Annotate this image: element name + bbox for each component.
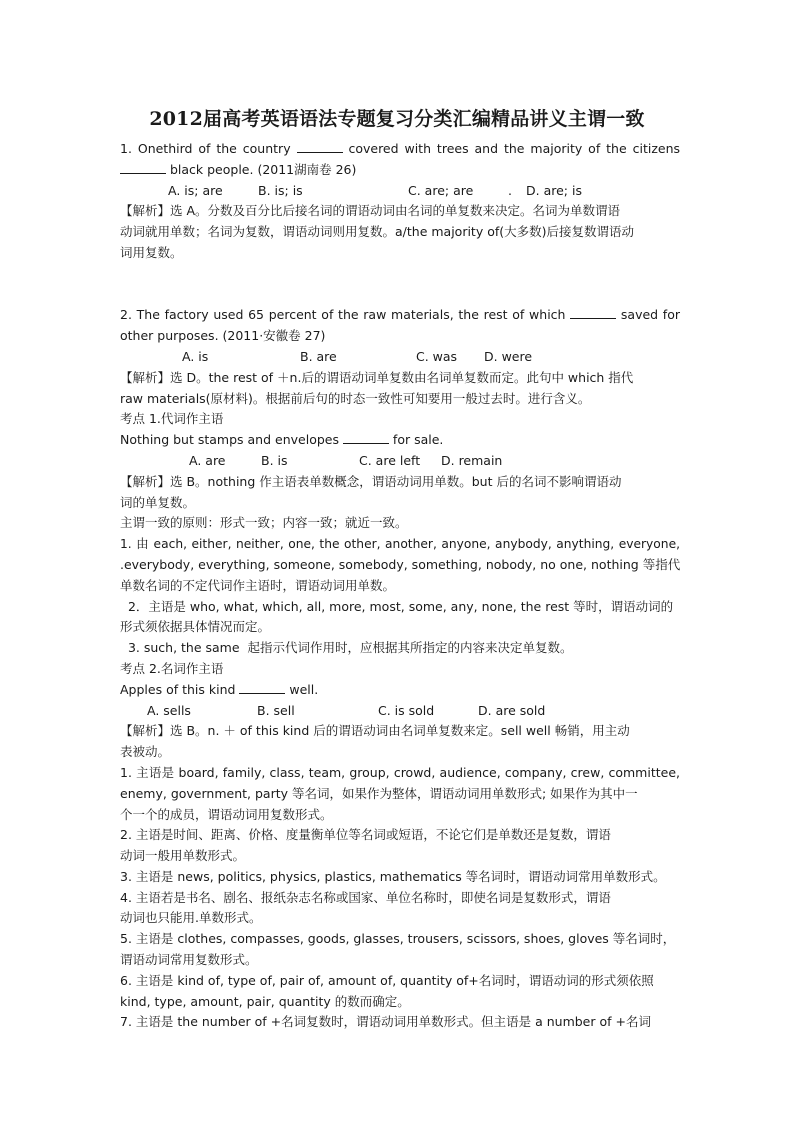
q2-text-a: 2. The factory used 65 percent of the raw materials, the rest of which [120,307,571,323]
kp1-option-a: A. are [189,452,226,468]
kp2-rule-12: kind, type, amount, pair, quantity 的数而确定。 [120,993,410,1009]
q1-text-b: covered with trees and the majority of the citizens [342,141,681,156]
kp2-blank [239,681,285,694]
kp1-question-a: Nothing but stamps and envelopes [120,432,343,448]
kp1-question-b: for sale. [388,432,444,448]
q1-text-c: black people. (2011湖南卷 26) [166,161,357,177]
kp2-rule-3: 个一个的成员，谓语动词用复数形式。 [120,806,333,822]
q1-option-b: B. is; is [258,182,303,198]
kp2-rule-1: 1. 主语是 board, family, class, team, group, crowd, audience, company, crew, committee, [120,764,680,780]
q2-analysis-2: raw materials(原材料)。根据前后句的时态一致性可知要用一般过去时。进行含义。 [120,390,591,406]
kp2-rule-5: 动词一般用单数形式。 [120,848,246,864]
kp2-rule-10: 谓语动词常用复数形式。 [120,952,258,968]
q2-text-b: saved for [616,307,680,323]
q1-analysis-3: 词用复数。 [120,244,183,260]
kp1-options [120,451,680,472]
kp2-rule-4: 2. 主语是时间、距离、价格、度量衡单位等名词或短语，不论它们是单数还是复数，谓语 [120,827,611,843]
q2-blank [570,306,616,319]
kp2-heading: 考点 2.名词作主语 [120,660,224,676]
kp2-rule-8: 动词也只能用.单数形式。 [120,910,262,926]
q1-options [120,181,680,202]
kp1-principle: 主谓一致的原则：形式一致；内容一致；就近一致。 [120,515,408,531]
q2-line2: other purposes. (2011·安徽卷 27) [120,328,326,344]
q1-line2 [120,160,680,181]
q1-line1 [120,139,680,160]
kp1-analysis-2: 词的单复数。 [120,494,196,510]
kp2-option-a: A. sells [147,702,191,718]
kp2-question-a: Apples of this kind [120,681,240,697]
kp2-option-d: D. are sold [478,702,546,718]
kp1-heading: 考点 1.代词作主语 [120,411,224,427]
q1-analysis-2: 动词就用单数；名词为复数，谓语动词则用复数。a/the majority of(大多数)后接复数谓语动 [120,224,635,240]
kp2-options [120,701,680,722]
q2-line1 [120,305,680,326]
document-title: 2012届高考英语语法专题复习分类汇编精品讲义主谓一致 [149,108,645,130]
kp2-option-c: C. is sold [378,702,435,718]
kp2-rule-11: 6. 主语是 kind of, type of, pair of, amount of, quantity of+名词时，谓语动词的形式须依照 [120,972,654,988]
q2-option-a: A. is [182,348,209,364]
document-body [120,139,680,1033]
kp1-rule-1: 1. 由 each, either, neither, one, the other, another, anyone, anybody, anything, everyone, [120,537,680,552]
q1-blank-1 [297,140,343,153]
q2-option-d: D. were [484,348,533,364]
q1-blank-2 [120,161,166,174]
kp1-rule-2: .everybody, everything, someone, somebody, something, nobody, no one, nothing 等指代 [120,556,681,572]
q1-dot: . [508,182,512,198]
kp1-question [120,430,680,451]
kp1-option-b: B. is [261,452,288,468]
kp1-rule-5: 形式须依据具体情况而定。 [120,619,271,635]
kp2-question [120,680,680,701]
q1-analysis-1: 【解析】选 A。分数及百分比后接名词的谓语动词由名词的单复数来决定。名词为单数谓语 [120,203,621,219]
kp2-rule-9: 5. 主语是 clothes, compasses, goods, glasses, trousers, scissors, shoes, gloves 等名词时， [120,931,676,947]
kp1-option-c: C. are left [359,452,421,468]
q1-option-c: C. are; are [408,182,474,198]
kp2-rule-2: enemy, government, party 等名词，如果作为整体，谓语动词用单数形式; 如果作为其中一 [120,785,638,801]
kp1-rule-4: 2．主语是 who, what, which, all, more, most, some, any, none, the rest 等时，谓语动词的 [120,598,674,614]
q2-option-b: B. are [300,348,337,364]
kp2-rule-13: 7. 主语是 the number of +名词复数时，谓语动词用单数形式。但主语是 a number of +名词 [120,1014,651,1030]
q2-option-c: C. was [416,348,458,364]
q2-analysis-1: 【解析】选 D。the rest of ＋n.后的谓语动词单复数由名词单复数而定。此句中 which 指代 [120,369,634,385]
kp2-analysis-1: 【解析】选 B。n. ＋ of this kind 后的谓语动词由名词单复数来定。sell well 畅销，用主动 [120,723,630,739]
kp2-rule-7: 4. 主语若是书名、剧名、报纸杂志名称或国家、单位名称时，即使名词是复数形式，谓语 [120,889,611,905]
kp1-blank [343,431,389,444]
q1-option-d: D. are; is [526,182,582,198]
kp1-rule-3: 单数名词的不定代词作主语时，谓语动词用单数。 [120,577,396,593]
kp1-analysis-1: 【解析】选 B。nothing 作主语表单数概念，谓语动词用单数。but 后的名词不影响谓语动 [120,473,622,489]
kp1-option-d: D. remain [441,452,503,468]
kp2-rule-6: 3. 主语是 news, politics, physics, plastics, mathematics 等名词时，谓语动词常用单数形式。 [120,868,666,884]
kp2-question-b: well. [285,681,319,697]
kp1-rule-6: 3. such, the same 起指示代词作用时，应根据其所指定的内容来决定单复数。 [120,640,573,656]
kp2-option-b: B. sell [257,702,295,718]
kp2-analysis-2: 表被动。 [120,744,171,760]
q1-text-a: 1. Onethird of the country [120,141,297,156]
q1-option-a: A. is; are [168,182,223,198]
q2-options [120,347,680,368]
